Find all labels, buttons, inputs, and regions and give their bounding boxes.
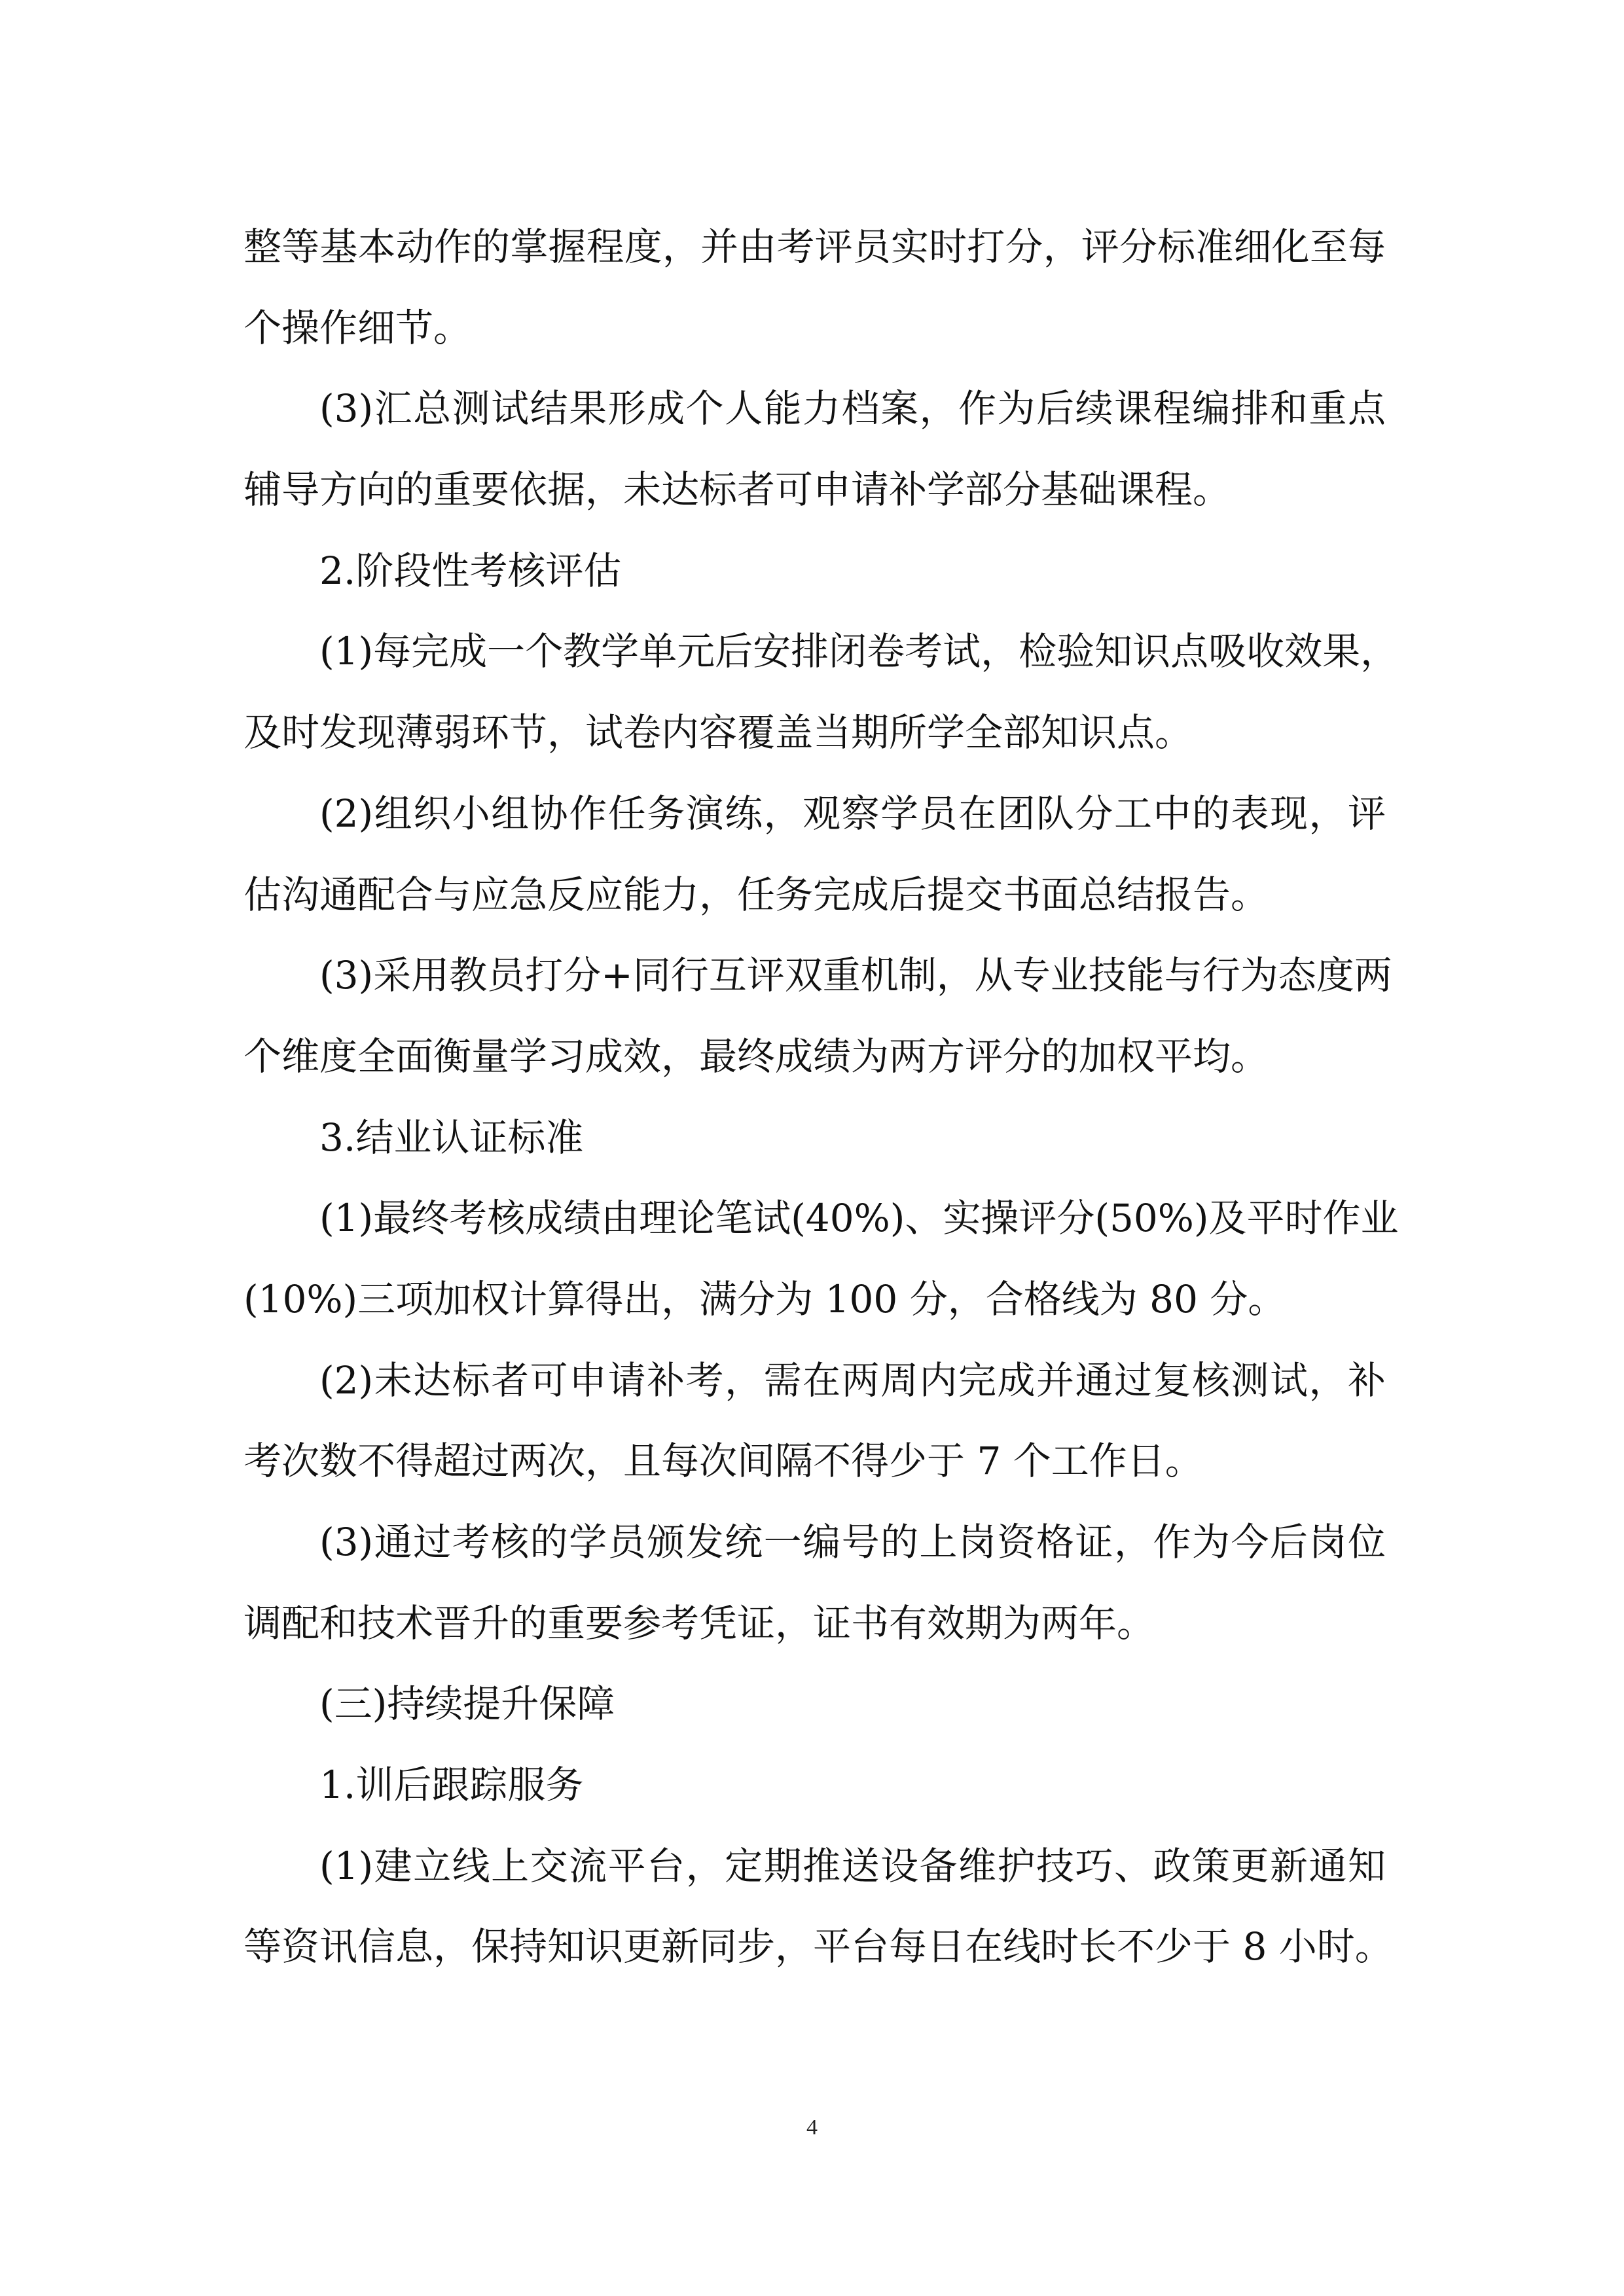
text-line-17: (3)通过考核的学员颁发统一编号的上岗资格证，作为今后岗位 bbox=[319, 1520, 1386, 1564]
text-line-10: (3)采用教员打分+同行互评双重机制，从专业技能与行为态度两 bbox=[319, 953, 1392, 998]
text-line-14: (10%)三项加权计算得出，满分为 100 分，合格线为 80 分。 bbox=[244, 1276, 1286, 1321]
section-heading-2: 2.阶段性考核评估 bbox=[319, 548, 622, 593]
text-line-6: (1)每完成一个教学单元后安排闭卷考试，检验知识点吸收效果， bbox=[319, 629, 1399, 674]
text-line-22: 等资讯信息，保持知识更新同步，平台每日在线时长不少于 8 小时。 bbox=[244, 1924, 1393, 1969]
text-line-13: (1)最终考核成绩由理论笔试(40%)、实操评分(50%)及平时作业 bbox=[319, 1196, 1399, 1241]
text-line-15: (2)未达标者可申请补考，需在两周内完成并通过复核测试，补 bbox=[319, 1357, 1386, 1403]
text-line-7: 及时发现薄弱环节，试卷内容覆盖当期所学全部知识点。 bbox=[244, 710, 1193, 755]
text-line-18: 调配和技术晋升的重要参考凭证，证书有效期为两年。 bbox=[244, 1600, 1155, 1645]
subsection-heading-1: 1.训后跟踪服务 bbox=[319, 1763, 584, 1808]
text-line-21: (1)建立线上交流平台，定期推送设备维护技巧、政策更新通知 bbox=[319, 1843, 1386, 1888]
page-number: 4 bbox=[806, 2115, 818, 2140]
section-heading-san: (三)持续提升保障 bbox=[319, 1681, 615, 1727]
text-line-9: 估沟通配合与应急反应能力，任务完成后提交书面总结报告。 bbox=[244, 872, 1269, 917]
text-line-8: (2)组织小组协作任务演练，观察学员在团队分工中的表现，评 bbox=[319, 791, 1386, 836]
text-line-4: 辅导方向的重要依据，未达标者可申请补学部分基础课程。 bbox=[244, 467, 1231, 512]
text-line-3: (3)汇总测试结果形成个人能力档案，作为后续课程编排和重点 bbox=[319, 386, 1386, 431]
document-body bbox=[244, 207, 1399, 1988]
text-line-11: 个维度全面衡量学习成效，最终成绩为两方评分的加权平均。 bbox=[244, 1033, 1269, 1079]
text-line-16: 考次数不得超过两次，且每次间隔不得少于 7 个工作日。 bbox=[244, 1439, 1203, 1484]
text-line-2: 个操作细节。 bbox=[244, 305, 472, 350]
section-heading-3: 3.结业认证标准 bbox=[319, 1115, 584, 1160]
text-line-1: 整等基本动作的掌握程度，并由考评员实时打分，评分标准细化至每 bbox=[244, 224, 1386, 269]
